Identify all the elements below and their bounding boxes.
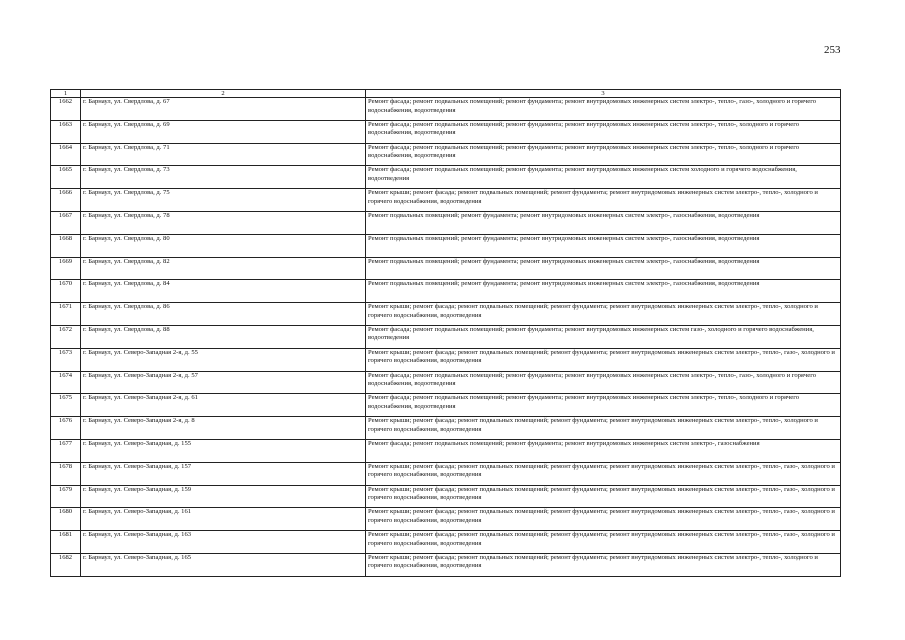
table-row [51,553,841,576]
row-works: Ремонт фасада; ремонт подвальных помещений; ремонт фундамента; ремонт внутридомовых инженерных систем холодного и горячего водоснабжения, водоотведения [366,166,841,189]
row-address: г. Барнаул, ул. Свердлова, д. 73 [81,166,366,189]
row-address: г. Барнаул, ул. Северо-Западная 2-я, д. 55 [81,348,366,371]
table-row [51,303,841,326]
row-address: г. Барнаул, ул. Свердлова, д. 69 [81,120,366,143]
row-works: Ремонт подвальных помещений; ремонт фундамента; ремонт внутридомовых инженерных систем электро-, газоснабжения, водоотведения [366,211,841,234]
row-number: 1669 [51,257,81,280]
row-number: 1665 [51,166,81,189]
row-address: г. Барнаул, ул. Северо-Западная 2-я, д. 61 [81,394,366,417]
table-row [51,189,841,212]
row-address: г. Барнаул, ул. Северо-Западная, д. 155 [81,439,366,462]
table-row [51,531,841,554]
row-works: Ремонт фасада; ремонт подвальных помещений; ремонт фундамента; ремонт внутридомовых инженерных систем электро-, тепло-, газо-, холодного и горячего водоснабжения, водоотведения [366,371,841,394]
row-number: 1667 [51,211,81,234]
row-number: 1668 [51,234,81,257]
row-address: г. Барнаул, ул. Северо-Западная, д. 157 [81,462,366,485]
row-number: 1664 [51,143,81,166]
row-works: Ремонт крыши; ремонт фасада; ремонт подвальных помещений; ремонт фундамента; ремонт внутридомовых инженерных систем электро-, тепло-, холодного и горячего водоснабжения, водоотведения [366,303,841,326]
table-row [51,417,841,440]
header-col-3: 3 [366,90,841,98]
table-body [51,98,841,577]
row-number: 1673 [51,348,81,371]
row-works: Ремонт подвальных помещений; ремонт фундамента; ремонт внутридомовых инженерных систем электро-, газоснабжения, водоотведения [366,234,841,257]
row-number: 1663 [51,120,81,143]
table-row [51,234,841,257]
table-row [51,280,841,303]
row-number: 1675 [51,394,81,417]
row-works: Ремонт крыши; ремонт фасада; ремонт подвальных помещений; ремонт фундамента; ремонт внутридомовых инженерных систем электро-, тепло-, газо-, холодного и горячего водоснабжения, водоотведения [366,348,841,371]
row-address: г. Барнаул, ул. Северо-Западная, д. 159 [81,485,366,508]
row-works: Ремонт крыши; ремонт фасада; ремонт подвальных помещений; ремонт фундамента; ремонт внутридомовых инженерных систем электро-, тепло-, газо-, холодного и горячего водоснабжения, водоотведения [366,531,841,554]
table-row [51,166,841,189]
row-number: 1670 [51,280,81,303]
table-row [51,462,841,485]
table-header [51,90,841,98]
repair-registry-table [50,89,841,577]
table-row [51,371,841,394]
row-address: г. Барнаул, ул. Северо-Западная 2-я, д. 8 [81,417,366,440]
header-col-1: 1 [51,90,81,98]
row-works: Ремонт фасада; ремонт подвальных помещений; ремонт фундамента; ремонт внутридомовых инженерных систем электро-, тепло-, холодного и горячего водоснабжения, водоотведения [366,394,841,417]
row-number: 1671 [51,303,81,326]
row-address: г. Барнаул, ул. Свердлова, д. 80 [81,234,366,257]
table-row [51,257,841,280]
row-works: Ремонт фасада; ремонт подвальных помещений; ремонт фундамента; ремонт внутридомовых инженерных систем электро-, тепло-, холодного и горячего водоснабжения, водоотведения [366,143,841,166]
row-number: 1679 [51,485,81,508]
row-address: г. Барнаул, ул. Северо-Западная, д. 165 [81,553,366,576]
row-number: 1666 [51,189,81,212]
row-number: 1680 [51,508,81,531]
row-works: Ремонт крыши; ремонт фасада; ремонт подвальных помещений; ремонт фундамента; ремонт внутридомовых инженерных систем электро-, тепло-, холодного и горячего водоснабжения, водоотведения [366,553,841,576]
row-address: г. Барнаул, ул. Свердлова, д. 75 [81,189,366,212]
row-works: Ремонт подвальных помещений; ремонт фундамента; ремонт внутридомовых инженерных систем электро-, газоснабжения, водоотведения [366,257,841,280]
row-works: Ремонт фасада; ремонт подвальных помещений; ремонт фундамента; ремонт внутридомовых инженерных систем электро-, тепло-, газо-, холодного и горячего водоснабжения, водоотведения [366,98,841,121]
table-row [51,98,841,121]
row-number: 1678 [51,462,81,485]
row-address: г. Барнаул, ул. Свердлова, д. 84 [81,280,366,303]
row-address: г. Барнаул, ул. Свердлова, д. 88 [81,325,366,348]
header-col-2: 2 [81,90,366,98]
header-row [51,90,841,98]
row-number: 1672 [51,325,81,348]
row-works: Ремонт крыши; ремонт фасада; ремонт подвальных помещений; ремонт фундамента; ремонт внутридомовых инженерных систем электро-, тепло-, газо-, холодного и горячего водоснабжения, водоотведения [366,485,841,508]
table-row [51,348,841,371]
table-row [51,508,841,531]
row-works: Ремонт фасада; ремонт подвальных помещений; ремонт фундамента; ремонт внутридомовых инженерных систем электро-, тепло-, холодного и горячего водоснабжения, водоотведения [366,120,841,143]
row-number: 1681 [51,531,81,554]
row-address: г. Барнаул, ул. Северо-Западная 2-я, д. 57 [81,371,366,394]
row-address: г. Барнаул, ул. Свердлова, д. 86 [81,303,366,326]
row-number: 1662 [51,98,81,121]
row-address: г. Барнаул, ул. Свердлова, д. 78 [81,211,366,234]
row-number: 1682 [51,553,81,576]
row-address: г. Барнаул, ул. Северо-Западная, д. 163 [81,531,366,554]
row-number: 1677 [51,439,81,462]
row-number: 1676 [51,417,81,440]
row-address: г. Барнаул, ул. Свердлова, д. 82 [81,257,366,280]
row-works: Ремонт крыши; ремонт фасада; ремонт подвальных помещений; ремонт фундамента; ремонт внутридомовых инженерных систем электро-, тепло-, холодного и горячего водоснабжения, водоотведения [366,417,841,440]
row-works: Ремонт подвальных помещений; ремонт фундамента; ремонт внутридомовых инженерных систем электро-, газоснабжения, водоотведения [366,280,841,303]
row-works: Ремонт фасада; ремонт подвальных помещений; ремонт фундамента; ремонт внутридомовых инженерных систем газо-, холодного и горячего водоснабжения, водоотведения [366,325,841,348]
table-row [51,211,841,234]
table-row [51,439,841,462]
row-number: 1674 [51,371,81,394]
page-number: 253 [824,44,841,56]
row-works: Ремонт крыши; ремонт фасада; ремонт подвальных помещений; ремонт фундамента; ремонт внутридомовых инженерных систем электро-, тепло-, холодного и горячего водоснабжения, водоотведения [366,189,841,212]
table-row [51,325,841,348]
table-row [51,120,841,143]
row-address: г. Барнаул, ул. Свердлова, д. 67 [81,98,366,121]
row-works: Ремонт крыши; ремонт фасада; ремонт подвальных помещений; ремонт фундамента; ремонт внутридомовых инженерных систем электро-, тепло-, газо-, холодного и горячего водоснабжения, водоотведения [366,508,841,531]
table-row [51,143,841,166]
table-row [51,485,841,508]
row-works: Ремонт фасада; ремонт подвальных помещений; ремонт фундамента; ремонт внутридомовых инженерных систем электро-, газоснабжения [366,439,841,462]
table-row [51,394,841,417]
row-address: г. Барнаул, ул. Северо-Западная, д. 161 [81,508,366,531]
row-address: г. Барнаул, ул. Свердлова, д. 71 [81,143,366,166]
row-works: Ремонт крыши; ремонт фасада; ремонт подвальных помещений; ремонт фундамента; ремонт внутридомовых инженерных систем электро-, тепло-, газо-, холодного и горячего водоснабжения, водоотведения [366,462,841,485]
